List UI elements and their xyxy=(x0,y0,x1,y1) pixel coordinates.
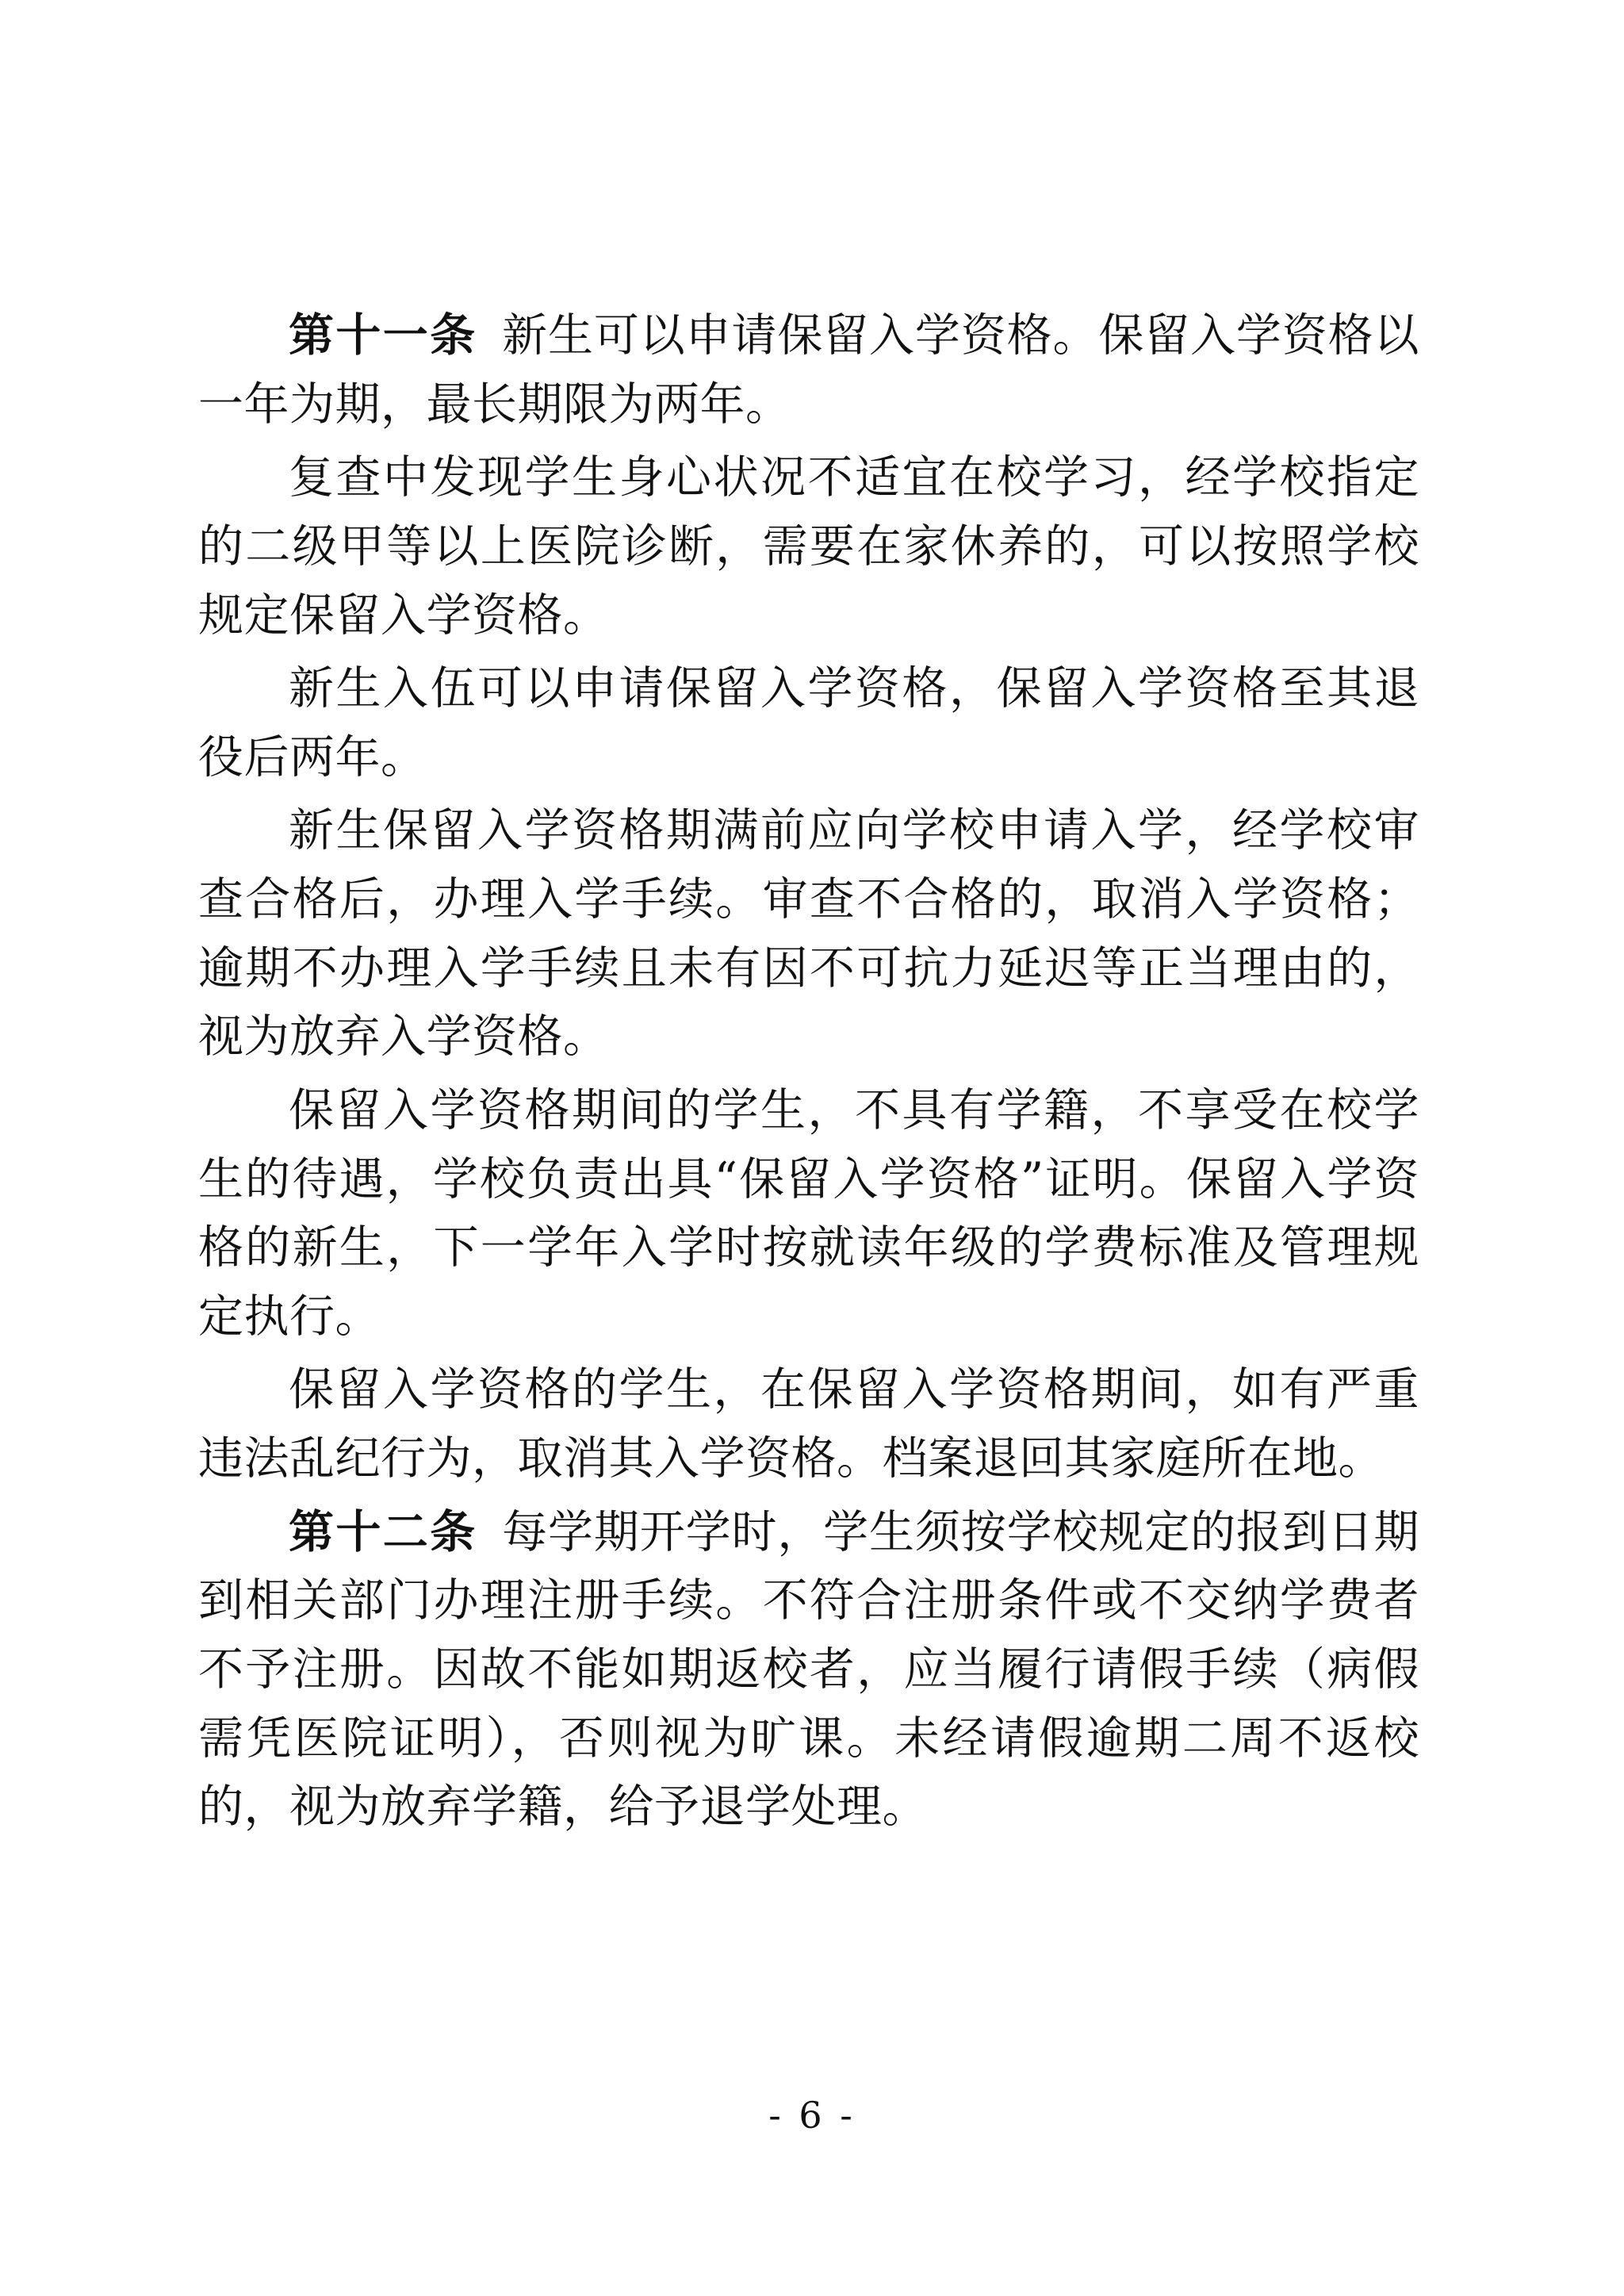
paragraph-article-12 xyxy=(198,1498,1419,1842)
paragraph-text: 保留入学资格期间的学生，不具有学籍，不享受在校学生的待遇，学校负责出具“保留入学资格”证明。保留入学资格的新生，下一学年入学时按就读年级的学费标准及管理规定执行。 xyxy=(198,1083,1419,1343)
paragraph-text: 每学期开学时，学生须按学校规定的报到日期到相关部门办理注册手续。不符合注册条件或不交纳学费者不予注册。因故不能如期返校者，应当履行请假手续（病假需凭医院证明），否则视为旷课。未经请假逾期二周不返校的，视为放弃学籍，给予退学处理。 xyxy=(198,1505,1420,1834)
paragraph-text: 保留入学资格的学生，在保留入学资格期间，如有严重违法乱纪行为，取消其入学资格。档案退回其家庭所在地。 xyxy=(198,1363,1419,1485)
paragraph-6 xyxy=(198,1355,1419,1493)
page-number: - 6 - xyxy=(768,2094,856,2137)
paragraph-text: 新生可以申请保留入学资格。保留入学资格以一年为期，最长期限为两年。 xyxy=(198,309,1420,431)
paragraph-text: 新生入伍可以申请保留入学资格，保留入学资格至其退役后两年。 xyxy=(198,662,1419,784)
paragraph-article-11 xyxy=(198,301,1419,439)
article-label-12: 第十二条 xyxy=(289,1504,477,1558)
paragraph-5 xyxy=(198,1076,1419,1351)
page-body xyxy=(198,301,1419,1846)
paragraph-2 xyxy=(198,443,1419,650)
paragraph-text: 新生保留入学资格期满前应向学校申请入学，经学校审查合格后，办理入学手续。审查不合格的，取消入学资格；逾期不办理入学手续且未有因不可抗力延迟等正当理由的，视为放弃入学资格。 xyxy=(198,804,1419,1064)
paragraph-text: 复查中发现学生身心状况不适宜在校学习，经学校指定的二级甲等以上医院诊断，需要在家休养的，可以按照学校规定保留入学资格。 xyxy=(198,451,1419,642)
paragraph-3 xyxy=(198,654,1419,792)
paragraph-4 xyxy=(198,796,1419,1071)
article-label-11: 第十一条 xyxy=(289,309,477,362)
